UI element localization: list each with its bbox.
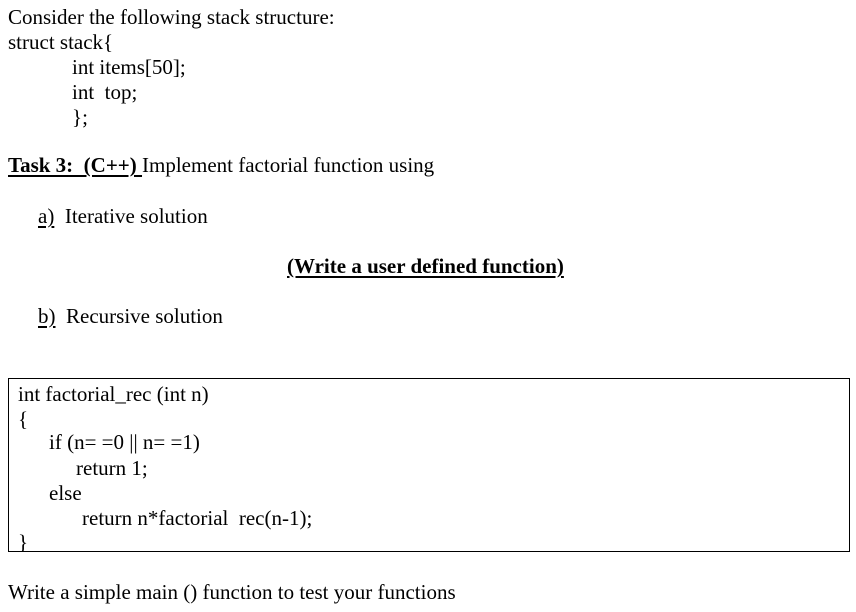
code-box	[8, 378, 850, 552]
part-b	[38, 304, 223, 328]
code-open-brace: {	[18, 407, 29, 431]
code-signature: int factorial_rec (int n)	[18, 382, 209, 406]
part-b-label: b)	[38, 304, 56, 328]
code-return-one: return 1;	[76, 456, 148, 480]
code-close-brace: }	[18, 530, 29, 554]
footer-instruction: Write a simple main () function to test your functions	[8, 580, 456, 604]
struct-member-top: int top;	[72, 80, 138, 104]
code-return-recursive: return n*factorial rec(n-1);	[82, 506, 313, 530]
struct-closing: };	[72, 105, 88, 129]
part-a-text: Iterative solution	[64, 204, 208, 228]
part-a	[38, 204, 208, 228]
task-title: Task 3: (C++)	[8, 153, 143, 177]
task-heading	[8, 153, 434, 177]
intro-line: Consider the following stack structure:	[8, 5, 335, 29]
user-defined-note: (Write a user defined function)	[287, 254, 564, 278]
code-if-condition: if (n= =0 || n= =1)	[49, 430, 200, 454]
task-description: Implement factorial function using	[142, 153, 435, 177]
struct-member-items: int items[50];	[72, 55, 186, 79]
part-a-label: a)	[38, 204, 55, 228]
code-else: else	[49, 481, 82, 505]
struct-declaration: struct stack{	[8, 30, 114, 54]
part-b-text: Recursive solution	[66, 304, 223, 328]
